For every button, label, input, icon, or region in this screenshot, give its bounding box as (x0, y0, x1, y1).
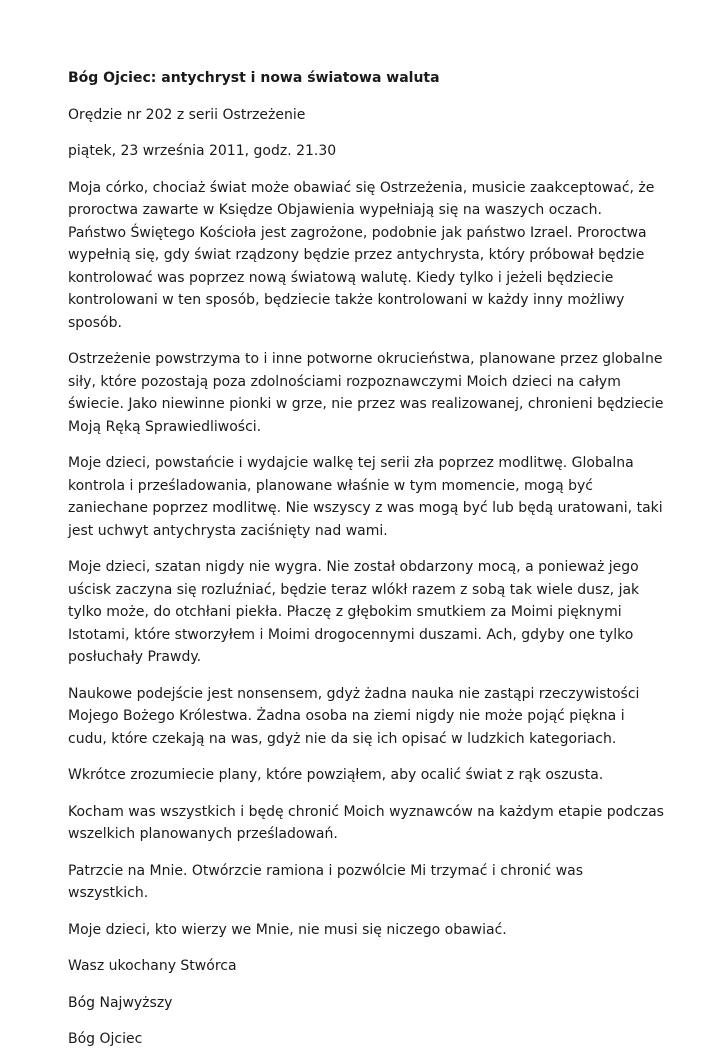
paragraph: Ostrzeżenie powstrzyma to i inne potworne okrucieństwa, planowane przez globalne siły, które pozostają poza zdolnościami rozpoznawczymi Moich dzieci na całym świecie. Jako niewinne pionki w grze, nie przez was realizowanej, chronieni będziecie Moją Ręką Sprawiedliwości. (68, 351, 664, 435)
signoff-line: Bóg Ojciec (68, 1031, 143, 1047)
document-title: Bóg Ojciec: antychryst i nowa światowa waluta (68, 70, 440, 86)
signoff-line: Wasz ukochany Stwórca (68, 958, 237, 974)
paragraph: Moje dzieci, szatan nigdy nie wygra. Nie został obdarzony mocą, a ponieważ jego uścisk zaczyna się rozluźniać, będzie teraz wlókł razem z sobą tak wiele dusz, jak tylko może, do otchłani piekła. Płaczę z głębokim smutkiem za Moimi pięknymi Istotami, które stworzyłem i Moimi drogocennymi duszami. Ach, gdyby one tylko posłuchały Prawdy. (68, 559, 640, 665)
message-date: piątek, 23 września 2011, godz. 21.30 (68, 143, 337, 159)
paragraph: Moje dzieci, kto wierzy we Mnie, nie musi się niczego obawiać. (68, 921, 507, 938)
paragraph: Naukowe podejście jest nonsensem, gdyż żadna nauka nie zastąpi rzeczywistości Mojego Bożego Królestwa. Żadna osoba na ziemi nigdy nie może pojąć piękna i cudu, które czekają na was, gdyż nie da się ich opisać w ludzkich kategoriach. (68, 685, 640, 747)
paragraph: Wkrótce zrozumiecie plany, które powziąłem, aby ocalić świat z rąk oszusta. (68, 767, 604, 783)
paragraph: Moje dzieci, powstańcie i wydajcie walkę tej serii zła poprzez modlitwę. Globalna kontrola i prześladowania, planowane właśnie w tym momencie, mogą być zaniechane poprzez modlitwę. Nie wszyscy z was mogą być lub będą uratowani, taki jest uchwyt antychrysta zaciśnięty nad wami. (68, 455, 663, 539)
signoff-line: Bóg Najwyższy (68, 994, 173, 1011)
paragraph: Moja córko, chociaż świat może obawiać się Ostrzeżenia, musicie zaakceptować, że proroctwa zawarte w Księdze Objawienia wypełniają się na waszych oczach. Państwo Świętego Kościoła jest zagrożone, podobnie jak państwo Izrael. Proroctwa wypełnią się, gdy świat rządzony będzie przez antychrysta, który próbował będzie kontrolować was poprzez nową światową walutę. Kiedy tylko i jeżeli będziecie kontrolowani w ten sposób, będziecie także kontrolowani w każdy inny możliwy sposób. (68, 179, 655, 331)
paragraph: Kocham was wszystkich i będę chronić Moich wyznawców na każdym etapie podczas wszelkich planowanych prześladowań. (68, 803, 664, 842)
series-label: Orędzie nr 202 z serii Ostrzeżenie (68, 106, 306, 123)
paragraph: Patrzcie na Mnie. Otwórzcie ramiona i pozwólcie Mi trzymać i chronić was wszystkich. (68, 862, 584, 901)
